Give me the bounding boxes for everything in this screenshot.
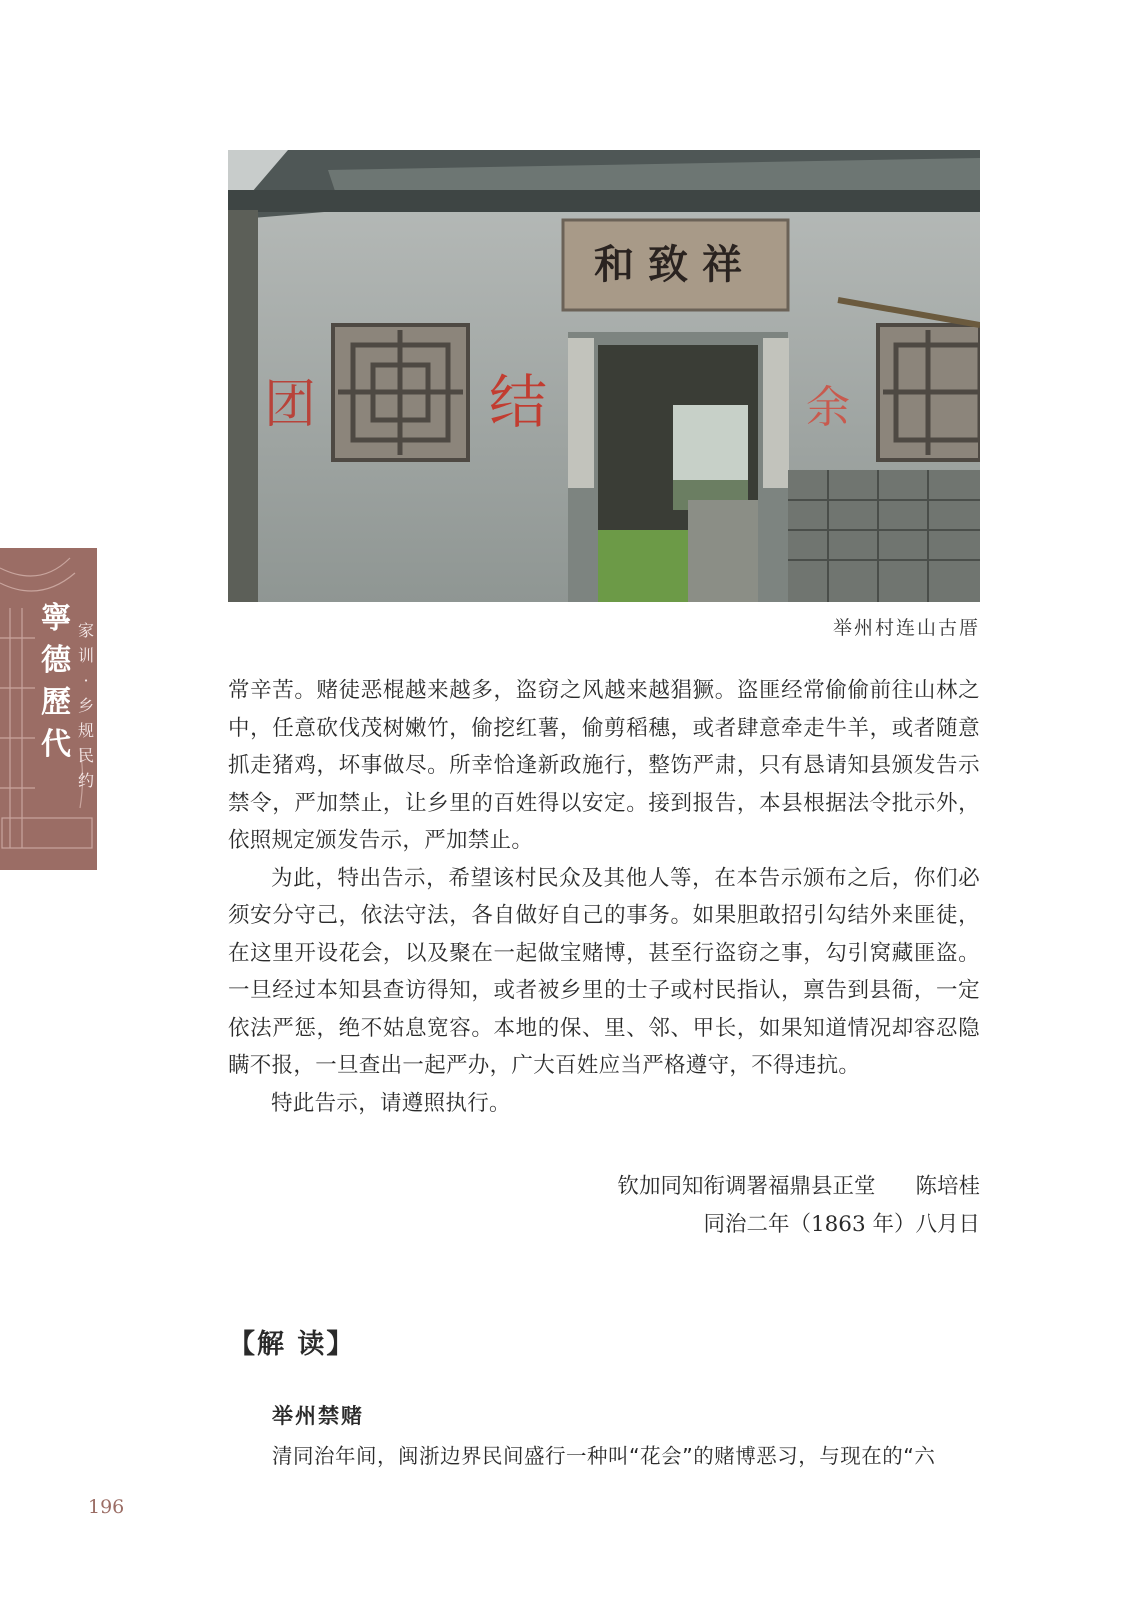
side-sub-char: 约 — [77, 771, 94, 790]
wall-char-1: 团 — [263, 375, 317, 435]
body-paragraph-3: 特此告示，请遵照执行。 — [271, 1090, 511, 1116]
section-text: 清同治年间，闽浙边界民间盛行一种叫“花会”的赌博恶习，与现在的“六 — [272, 1444, 936, 1468]
sign-board-text: 和致祥 — [594, 241, 756, 288]
wall-char-3: 余 — [806, 382, 850, 433]
body-text — [228, 672, 980, 1122]
side-tab-title — [38, 598, 74, 766]
signature-title: 钦加同知衔调署福鼎县正堂 — [617, 1174, 876, 1199]
body-paragraph-2: 为此，特出告示，希望该村民众及其他人等，在本告示颁布之后，你们必须安分守己，依法守法，各自做好自己的事务。如果胆敢招引勾结外来匪徒，在这里开设花会，以及聚在一起做宝赌博，甚至行盗窃之事，勾引窝藏匪盗。一旦经过本知县查访得知，或者被乡里的士子或村民指认，禀告到县衙，一定依法严惩，绝不姑息宽容。本地的保、里、邻、甲长，如果知道情况却容忍隐瞒不报，一旦查出一起严办，广大百姓应当严格遵守，不得违抗。 — [228, 865, 980, 1078]
photo-illustration — [228, 150, 980, 602]
side-chapter-tab — [0, 548, 97, 870]
side-tab-subtitle — [76, 618, 96, 793]
signature-name: 陈培桂 — [915, 1174, 980, 1199]
side-title-char: 德 — [41, 643, 71, 678]
page-number: 196 — [88, 1496, 125, 1518]
body-paragraph-1: 常辛苦。赌徒恶棍越来越多，盗窃之风越来越猖獗。盗匪经常偷偷前往山林之中，任意砍伐茂树嫩竹，偷挖红薯，偷剪稻穗，或者肆意牵走牛羊，或者随意抓走猪鸡，坏事做尽。所幸恰逢新政施行，整饬严肃，只有恳请知县颁发告示禁令，严加禁止，让乡里的百姓得以安定。接到报告，本县根据法令批示外，依照规定颁发告示，严加禁止。 — [228, 678, 980, 853]
photo-caption: 举州村连山古厝 — [832, 617, 980, 639]
side-sub-char: · — [83, 671, 89, 690]
side-sub-char: 家 — [77, 621, 94, 640]
side-title-char: 代 — [41, 727, 71, 762]
section-heading: 【解 读】 — [228, 1329, 356, 1360]
side-title-char: 歷 — [41, 685, 71, 720]
side-sub-char: 乡 — [77, 696, 94, 715]
signature-line — [617, 1168, 980, 1206]
photo-old-house — [228, 150, 980, 602]
side-title-char: 寧 — [41, 601, 71, 636]
side-sub-char: 规 — [77, 721, 94, 740]
wall-char-2: 结 — [488, 368, 548, 436]
signature-date: 同治二年（1863 年）八月日 — [703, 1211, 980, 1237]
section-subheading: 举州禁赌 — [272, 1404, 364, 1428]
side-sub-char: 民 — [77, 746, 94, 765]
signature-block — [617, 1168, 980, 1243]
side-sub-char: 训 — [77, 646, 94, 665]
